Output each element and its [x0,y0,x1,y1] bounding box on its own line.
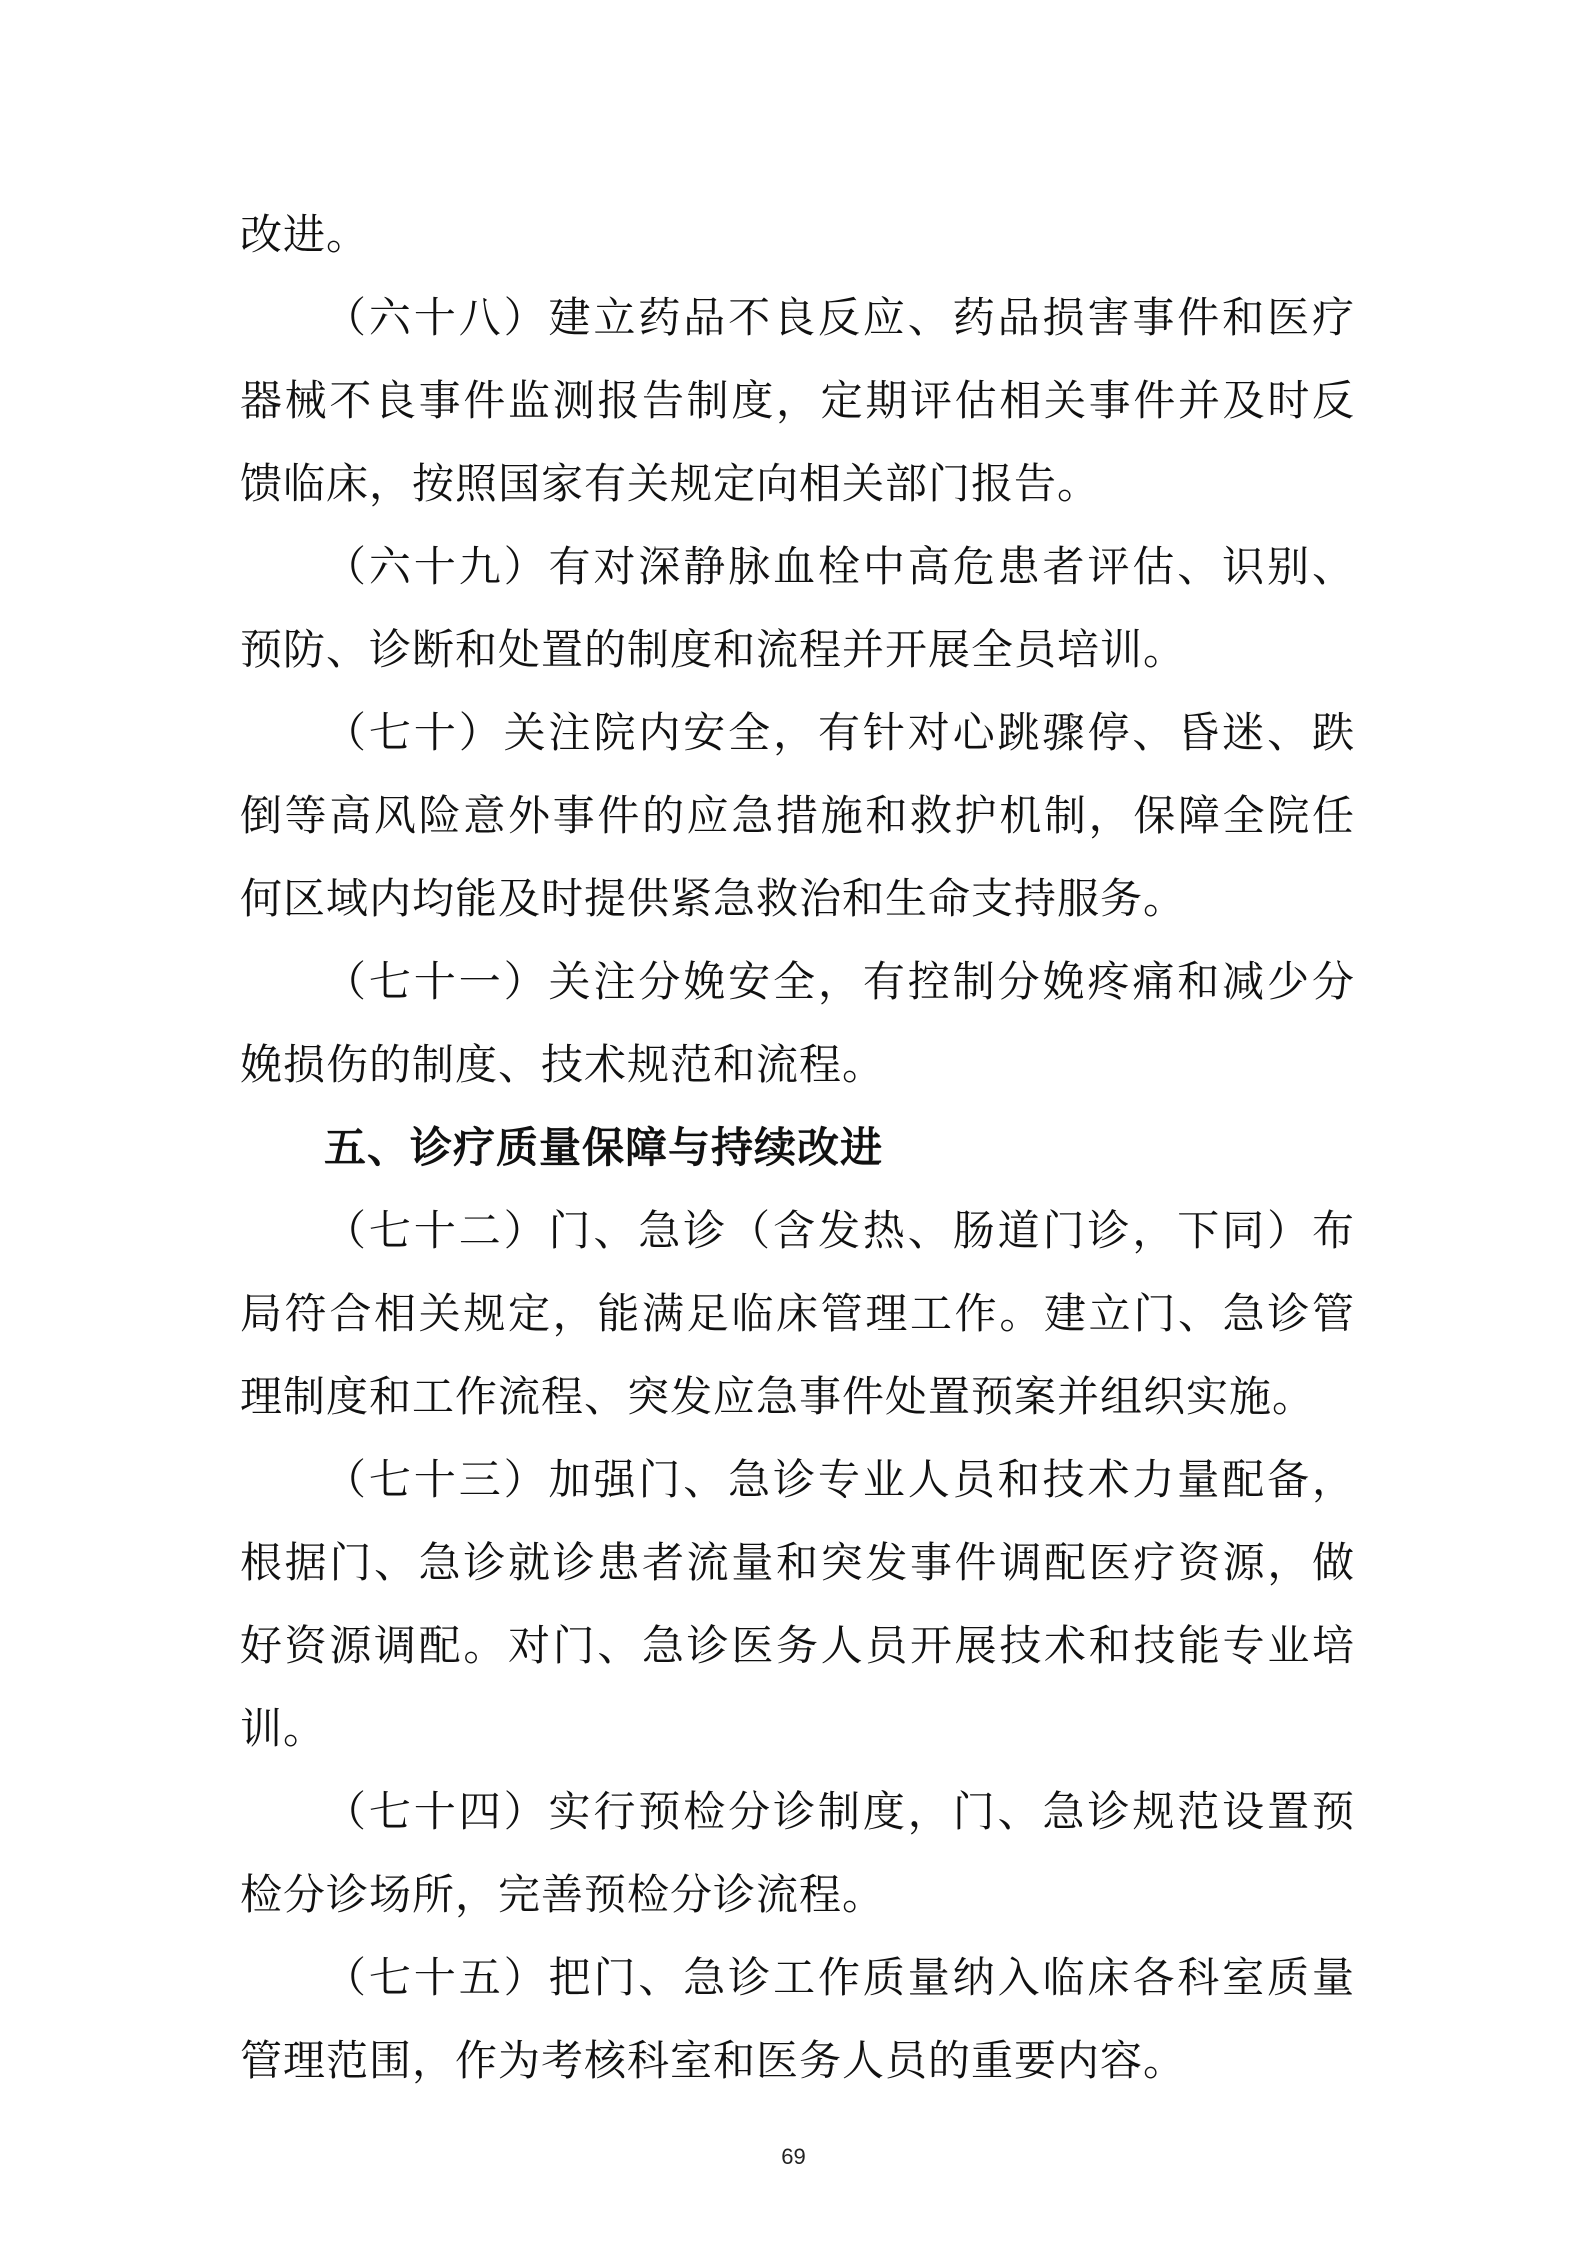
paragraph-74: （七十四）实行预检分诊制度，门、急诊规范设置预检分诊场所，完善预检分诊流程。 [240,1787,1355,1919]
paragraph-69: （六十九）有对深静脉血栓中高危患者评估、识别、预防、诊断和处置的制度和流程并开展全员培训。 [240,542,1355,674]
continuation-text: 改进。 [240,210,370,259]
paragraph-75: （七十五）把门、急诊工作质量纳入临床各科室质量管理范围，作为考核科室和医务人员的重要内容。 [240,1953,1355,2085]
paragraph-73: （七十三）加强门、急诊专业人员和技术力量配备，根据门、急诊就诊患者流量和突发事件调配医疗资源，做好资源调配。对门、急诊医务人员开展技术和技能专业培训。 [240,1455,1355,1753]
paragraph-72: （七十二）门、急诊（含发热、肠道门诊，下同）布局符合相关规定，能满足临床管理工作。建立门、急诊管理制度和工作流程、突发应急事件处置预案并组织实施。 [240,1206,1355,1421]
paragraph-71: （七十一）关注分娩安全，有控制分娩疼痛和减少分娩损伤的制度、技术规范和流程。 [240,957,1355,1089]
paragraph-70: （七十）关注院内安全，有针对心跳骤停、昏迷、跌倒等高风险意外事件的应急措施和救护机制，保障全院任何区域内均能及时提供紧急救治和生命支持服务。 [240,708,1355,923]
page-number: 69 [781,2144,806,2169]
page-body [240,193,1355,2102]
section-heading: 五、诊疗质量保障与持续改进 [324,1123,884,1172]
paragraph-68: （六十八）建立药品不良反应、药品损害事件和医疗器械不良事件监测报告制度，定期评估相关事件并及时反馈临床，按照国家有关规定向相关部门报告。 [240,293,1355,508]
